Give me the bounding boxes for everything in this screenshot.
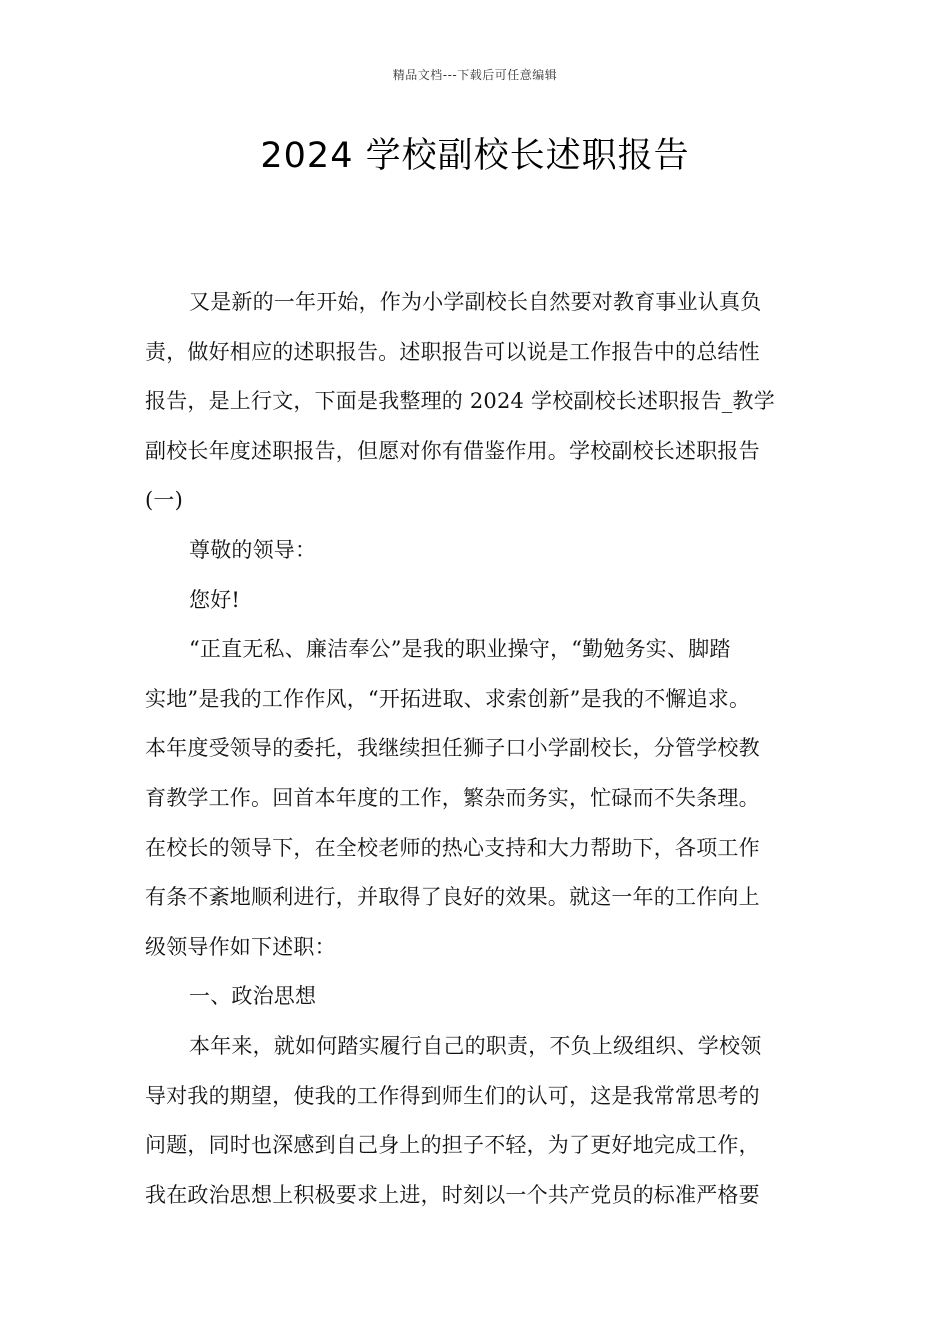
body-text-line: 尊敬的领导： — [189, 537, 317, 562]
body-text-line: 您好! — [189, 587, 241, 612]
body-text-line: 本年来，就如何踏实履行自己的职责，不负上级组织、学校领 — [189, 1033, 762, 1058]
body-text-line: “正直无私、廉洁奉公”是我的职业操守，“勤勉务实、脚踏 — [189, 637, 731, 662]
body-text-line: 报告，是上行文，下面是我整理的 2024 学校副校长述职报告_教学 — [145, 389, 775, 414]
body-text-line: 我在政治思想上积极要求上进，时刻以一个共产党员的标准严格要 — [145, 1182, 760, 1207]
body-text-line: 在校长的领导下，在全校老师的热心支持和大力帮助下，各项工作 — [145, 835, 760, 860]
body-text-line: 有条不紊地顺利进行，并取得了良好的效果。就这一年的工作向上 — [145, 885, 760, 910]
document-body — [145, 283, 815, 1225]
body-text-line: 本年度受领导的委托，我继续担任狮子口小学副校长，分管学校教 — [145, 736, 760, 761]
body-text-line: 责，做好相应的述职报告。述职报告可以说是工作报告中的总结性 — [145, 339, 760, 364]
body-text-line: 副校长年度述职报告，但愿对你有借鉴作用。学校副校长述职报告 — [145, 438, 760, 463]
document-title: 2024 学校副校长述职报告 — [260, 136, 690, 176]
body-text-line: 育教学工作。回首本年度的工作，繁杂而务实，忙碌而不失条理。 — [145, 785, 760, 810]
body-text-line: 导对我的期望，使我的工作得到师生们的认可，这是我常常思考的 — [145, 1083, 760, 1108]
body-text-line: (一) — [145, 488, 183, 513]
body-text-line: 级领导作如下述职： — [145, 934, 336, 959]
body-text-line: 实地”是我的工作作风，“开拓进取、求索创新”是我的不懈追求。 — [145, 686, 751, 711]
body-text-line: 又是新的一年开始，作为小学副校长自然要对教育事业认真负 — [189, 290, 762, 314]
body-text-line: 问题，同时也深感到自己身上的担子不轻，为了更好地完成工作， — [145, 1133, 760, 1158]
header-note: 精品文档---下载后可任意编辑 — [392, 68, 558, 82]
body-text-line: 一、政治思想 — [189, 984, 317, 1009]
